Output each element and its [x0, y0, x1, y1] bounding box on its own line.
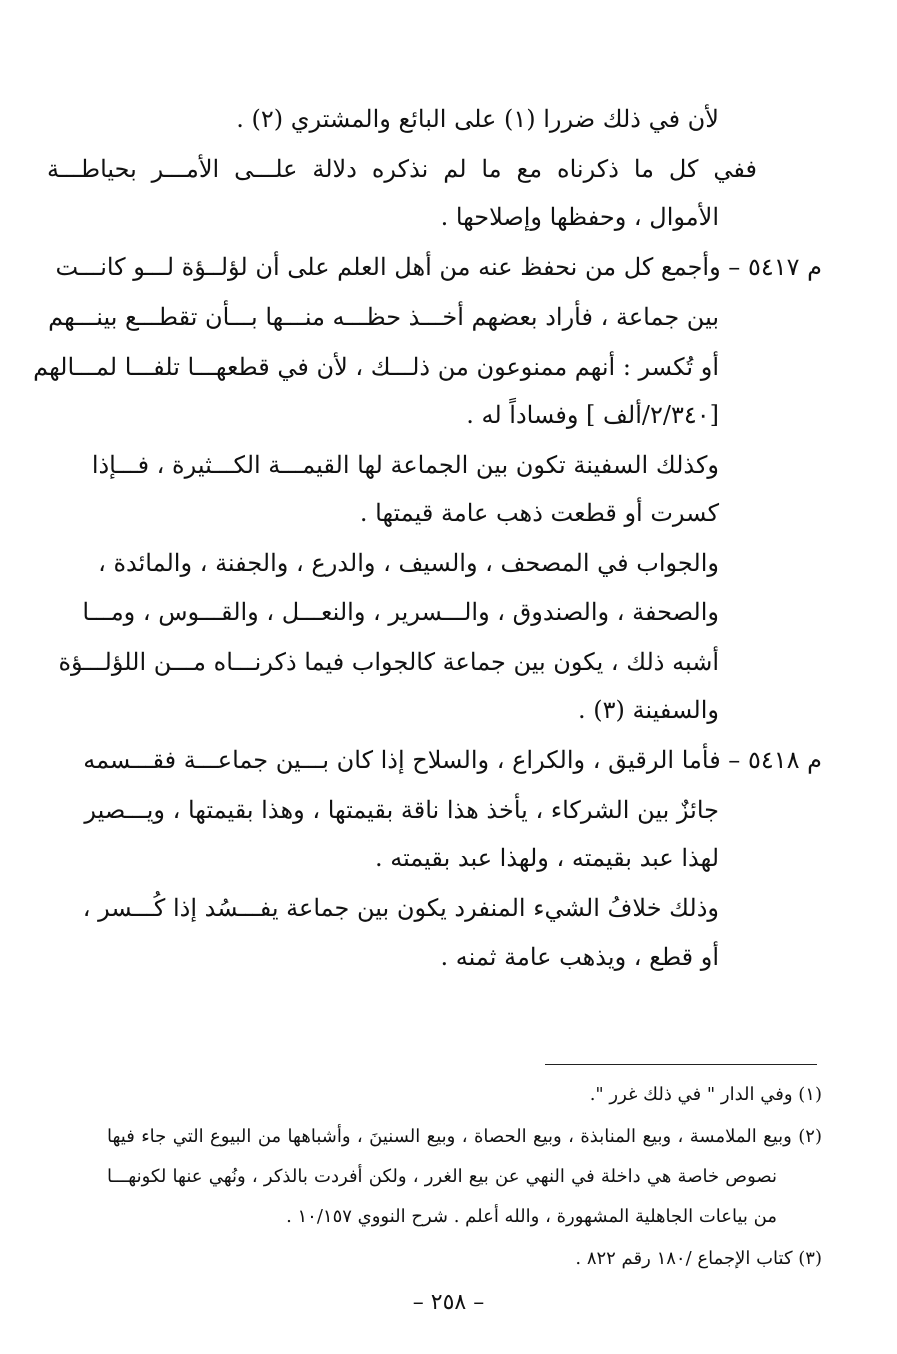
text-line-entry-5417: م ٥٤١٧ – وأجمع كل من نحفظ عنه من أهل العلم على أن لؤلــؤة لـــو كانـــت [55, 253, 822, 281]
text-line-entry-5418: م ٥٤١٨ – فأما الرقيق ، والكراع ، والسلاح إذا كان بـــين جماعـــة فقـــسمه [83, 746, 822, 774]
footnote-2-continued: نصوص خاصة هي داخلة في النهي عن بيع الغرر ، ولكن أفردت بالذكر ، ونُهي عنها لكونهـــا [107, 1166, 777, 1187]
text-line: أو تُكسر : أنهم ممنوعون من ذلـــك ، لأن في قطعهـــا تلفـــا لمـــالهم [33, 353, 719, 381]
text-line: أشبه ذلك ، يكون بين جماعة كالجواب فيما ذكرنـــاه مـــن اللؤلـــؤة [58, 648, 719, 676]
footnote-2: (٢) وبيع الملامسة ، وبيع المنابذة ، وبيع الحصاة ، وبيع السنينَ ، وأشباهها من البيوع التي جاء فيها [107, 1126, 822, 1147]
text-line: والسفينة (٣) . [578, 696, 719, 724]
text-line: [٢/٣٤٠/ألف ] وفساداً له . [466, 401, 719, 429]
text-line: ففي كل ما ذكرناه مع ما لم نذكره دلالة علـــى الأمـــر بحياطـــة [47, 155, 757, 183]
footnote-3: (٣) كتاب الإجماع /١٨٠ رقم ٨٢٢ . [575, 1248, 822, 1269]
footnote-divider [545, 1064, 817, 1065]
text-line: لأن في ذلك ضررا (١) على البائع والمشتري (٢) . [236, 105, 719, 133]
text-line: أو قطع ، ويذهب عامة ثمنه . [440, 943, 719, 971]
page-number: – ٢٥٨ – [412, 1290, 485, 1315]
footnote-1: (١) وفي الدار " في ذلك غرر ". [589, 1084, 822, 1105]
text-line: وذلك خلافُ الشيء المنفرد يكون بين جماعة يفـــسُد إذا كُـــسر ، [82, 894, 719, 922]
footnote-2-continued: من بياعات الجاهلية المشهورة ، والله أعلم . شرح النووي ١٠/١٥٧ . [286, 1206, 777, 1227]
text-line: وكذلك السفينة تكون بين الجماعة لها القيمـــة الكـــثيرة ، فـــإذا [91, 451, 719, 479]
text-line: والجواب في المصحف ، والسيف ، والدرع ، والجفنة ، والمائدة ، [98, 549, 719, 577]
text-line: كسرت أو قطعت ذهب عامة قيمتها . [359, 499, 719, 527]
text-line: والصحفة ، والصندوق ، والـــسرير ، والنعـــل ، والقـــوس ، ومـــا [82, 598, 719, 626]
text-line: جائزٌ بين الشركاء ، يأخذ هذا ناقة بقيمتها ، وهذا بقيمتها ، ويـــصير [84, 796, 719, 824]
text-line: الأموال ، وحفظها وإصلاحها . [440, 203, 719, 231]
text-line: لهذا عبد بقيمته ، ولهذا عبد بقيمته . [374, 844, 719, 872]
text-line: بين جماعة ، فأراد بعضهم أخـــذ حظـــه منـــها بـــأن تقطـــع بينـــهم [48, 303, 719, 331]
